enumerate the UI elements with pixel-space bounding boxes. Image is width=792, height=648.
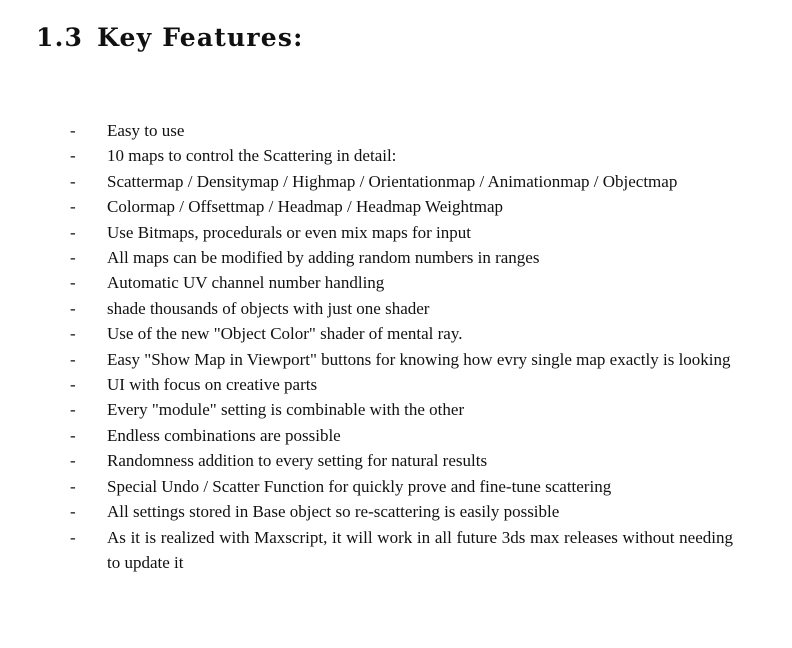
feature-item [0,347,733,372]
feature-text: All maps can be modified by adding random numbers in ranges [107,248,540,268]
feature-item [0,423,733,448]
feature-text: Easy "Show Map in Viewport" buttons for knowing how evry single map exactly is looking [107,349,731,369]
feature-text: As it is realized with Maxscript, it will work in all future 3ds max releases without needing to update it [107,527,733,572]
bullet-dash: - [70,476,76,496]
section-title: Key Features: [97,23,304,52]
bullet-dash: - [70,146,76,166]
feature-item [0,270,733,295]
feature-item [0,499,733,524]
feature-item [0,245,733,270]
feature-text: 10 maps to control the Scattering in detail: [107,146,397,166]
bullet-dash: - [70,197,76,217]
feature-text: Automatic UV channel number handling [107,273,385,293]
feature-item [0,296,733,321]
bullet-dash: - [70,527,76,547]
feature-text: Special Undo / Scatter Function for quickly prove and fine-tune scattering [107,476,612,496]
feature-list [0,118,792,575]
feature-text: shade thousands of objects with just one shader [107,298,430,318]
bullet-dash: - [70,425,76,445]
feature-text: Use Bitmaps, procedurals or even mix maps for input [107,222,472,242]
feature-text: Use of the new "Object Color" shader of mental ray. [107,324,463,344]
bullet-dash: - [70,222,76,242]
feature-item [0,118,733,143]
feature-item [0,448,733,473]
bullet-dash: - [70,171,76,191]
feature-item [0,372,733,397]
feature-item [0,397,733,422]
feature-item [0,474,733,499]
feature-item [0,220,733,245]
bullet-dash: - [70,121,76,140]
bullet-dash: - [70,451,76,471]
feature-text: All settings stored in Base object so re-scattering is easily possible [107,502,560,522]
feature-text: Scattermap / Densitymap / Highmap / Orientationmap / Animationmap / Objectmap [107,171,678,191]
bullet-dash: - [70,502,76,522]
feature-item [0,525,733,576]
feature-text: Endless combinations are possible [107,425,341,445]
bullet-dash: - [70,273,76,293]
feature-item [0,169,733,194]
bullet-dash: - [70,400,76,420]
feature-text: Randomness addition to every setting for natural results [107,451,488,471]
bullet-dash: - [70,324,76,344]
section-heading [36,20,304,56]
feature-item [0,321,733,346]
bullet-dash: - [70,375,76,395]
feature-text: UI with focus on creative parts [107,375,318,395]
section-number: 1.3 [36,23,84,52]
feature-item [0,194,733,219]
bullet-dash: - [70,298,76,318]
bullet-dash: - [70,349,76,369]
bullet-dash: - [70,248,76,268]
feature-item [0,143,733,168]
feature-text: Every "module" setting is combinable with the other [107,400,465,420]
feature-text: Colormap / Offsettmap / Headmap / Headmap Weightmap [107,197,503,217]
feature-text: Easy to use [107,121,185,140]
